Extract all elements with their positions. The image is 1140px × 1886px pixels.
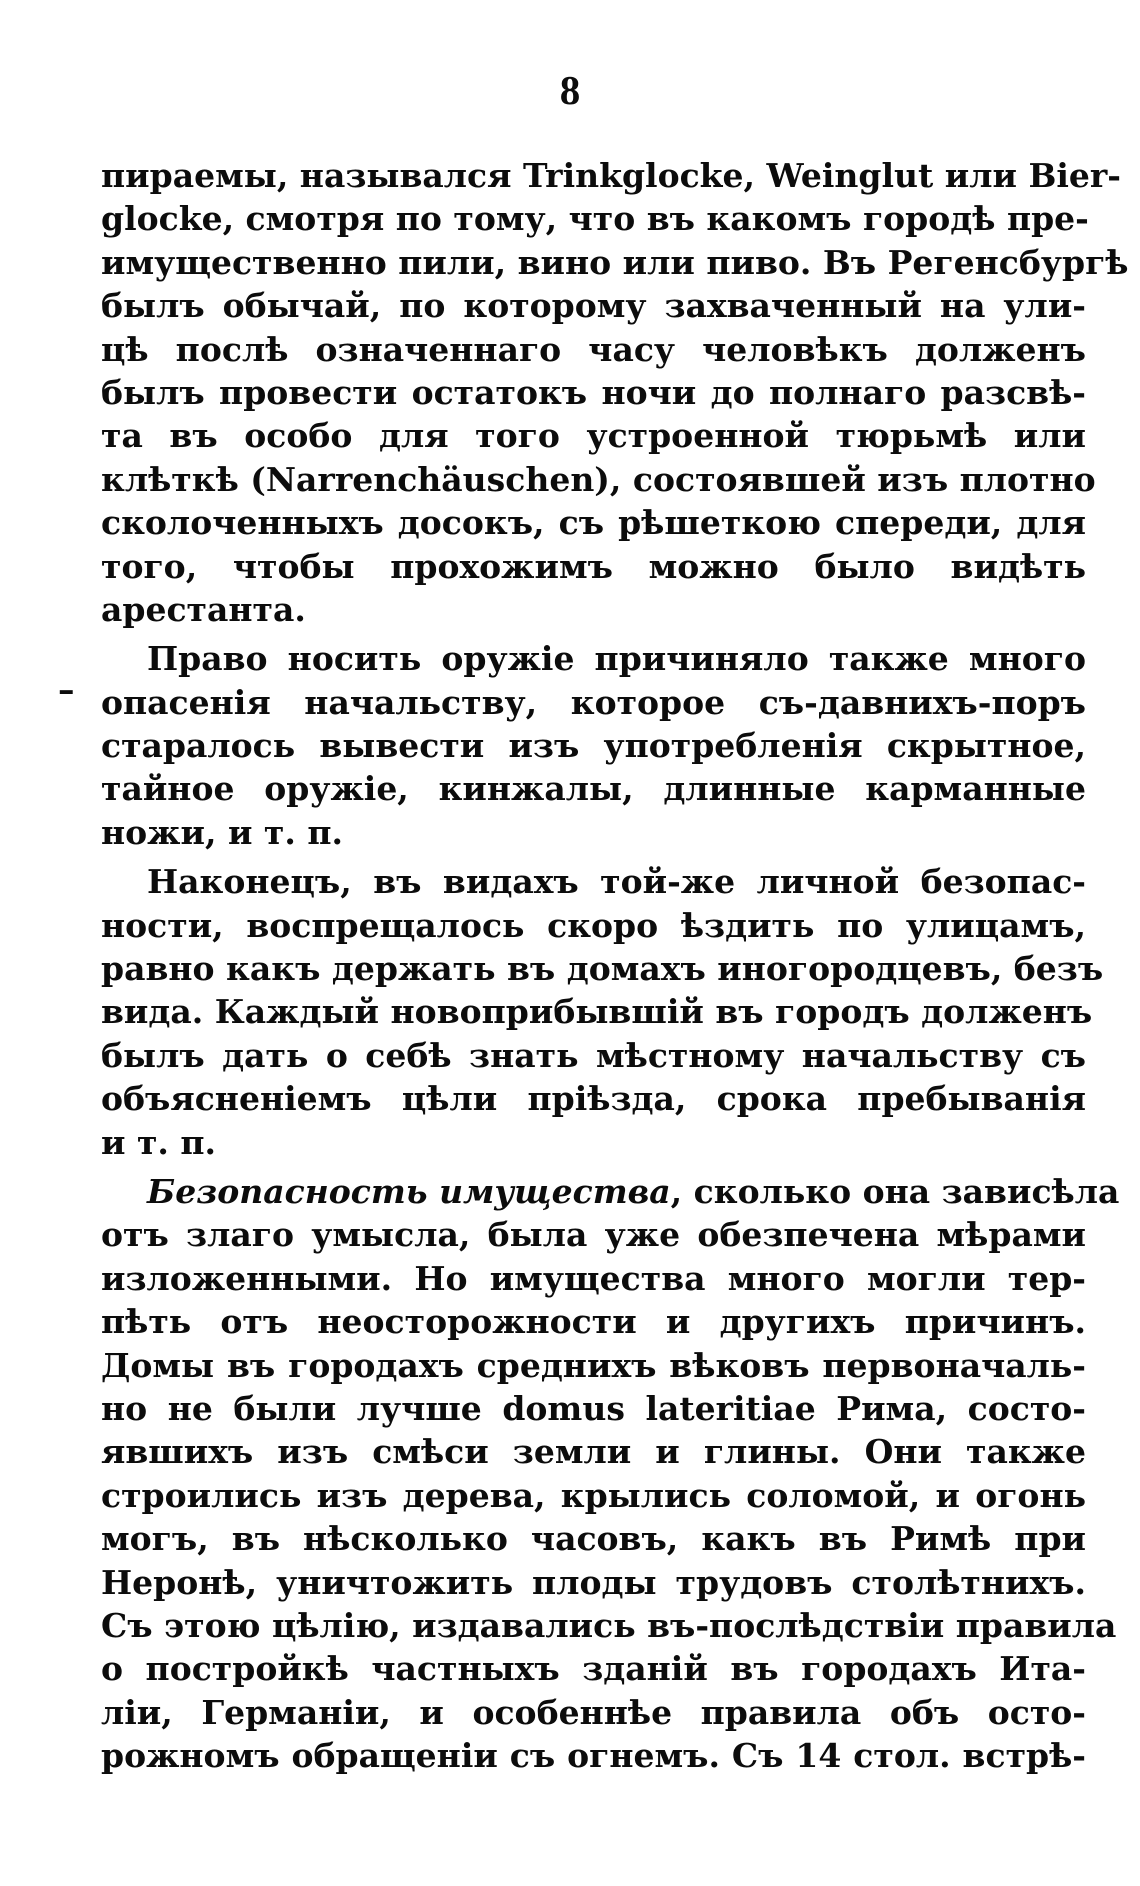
text-line: строились изъ дерева, крылись соломой, и огонь [101, 1475, 1086, 1515]
text-line: та въ особо для того устроенной тюрьмѣ или [101, 416, 1086, 456]
text-line: рожномъ обращеніи съ огнемъ. Съ 14 стол. встрѣ- [101, 1736, 1086, 1776]
text-line: объясненіемъ цѣли пріѣзда, срока пребыванія [101, 1079, 1086, 1119]
text-line: glocke, смотря по тому, что въ какомъ городѣ пре- [101, 199, 1089, 239]
text-line: и т. п. [101, 1122, 217, 1162]
text-line: равно какъ держать въ домахъ иногородцевъ, безъ [101, 949, 1104, 989]
page-number: 8 [559, 67, 581, 113]
italic-phrase: Безопасность имущества [147, 1171, 671, 1211]
text-line: былъ провести остатокъ ночи до полнаго разсвѣ- [101, 372, 1086, 412]
text-line: ножи, и т. п. [101, 812, 343, 852]
text-line: пираемы, называлcя Trinkglocke, Weinglut или Bier- [101, 156, 1121, 195]
body-text [101, 154, 1129, 1777]
margin-mark: – [58, 670, 75, 709]
text-line: былъ обычай, по которому захваченный на ули- [101, 286, 1086, 326]
text-line: отъ злаго умысла, была уже обезпечена мѣрами [101, 1215, 1086, 1255]
text-line: но не были лучше domus lateritiae Рима, состо- [101, 1388, 1086, 1428]
text-line: клѣткѣ (Narrenchäuschen), состоявшей изъ плотно [101, 459, 1096, 499]
text-fragment: , сколько она зависѣла [670, 1171, 1120, 1211]
text-line: Съ этою цѣлію, издавались въ-послѣдствіи правила [101, 1605, 1117, 1645]
text-line [101, 1170, 1120, 1213]
text-line: имущественно пили, вино или пиво. Въ Регенсбургѣ [101, 242, 1129, 282]
text-line: Неронѣ, уничтожить плоды трудовъ столѣтнихъ. [101, 1562, 1086, 1602]
text-line: сколоченныхъ досокъ, съ рѣшеткою спереди, для [101, 503, 1086, 543]
paragraph [101, 154, 1129, 631]
text-line: изложенными. Но имущества много могли тер- [101, 1258, 1086, 1298]
paragraph [101, 1170, 1120, 1777]
text-line: цѣ послѣ означеннаго часу человѣкъ долженъ [101, 329, 1086, 369]
text-line: вида. Каждый новоприбывшій въ городъ долженъ [101, 992, 1093, 1032]
text-line: явшихъ изъ смѣси земли и глины. Они также [101, 1432, 1086, 1472]
text-line: старалось вывести изъ употребленія скрытное, [101, 726, 1086, 766]
text-line: опасенія начальству, которое съ-давнихъ-поръ [101, 682, 1086, 722]
text-line: о постройкѣ частныхъ зданій въ городахъ Ита- [101, 1649, 1086, 1689]
text-line: Право носить оружіе причиняло также много [147, 639, 1086, 679]
paragraph [101, 637, 1086, 854]
text-line: Домы въ городахъ среднихъ вѣковъ первоначаль- [101, 1345, 1086, 1385]
text-line: Наконецъ, въ видахъ той-же личной безопас- [147, 862, 1086, 902]
text-line: тайное оружіе, кинжалы, длинные карманные [101, 769, 1086, 809]
text-line: ліи, Германіи, и особеннѣе правила объ осто- [101, 1692, 1086, 1732]
text-line: пѣть отъ неосторожности и другихъ причинъ. [101, 1302, 1086, 1342]
paragraph [101, 860, 1104, 1164]
text-line: ности, воспрещалось скоро ѣздить по улицамъ, [101, 905, 1086, 945]
text-line: былъ дать о себѣ знать мѣстному начальству съ [101, 1035, 1086, 1075]
text-line: арестанта. [101, 589, 306, 629]
text-line: того, чтобы прохожимъ можно было видѣть [101, 546, 1086, 586]
text-line: могъ, въ нѣсколько часовъ, какъ въ Римѣ при [101, 1519, 1086, 1559]
